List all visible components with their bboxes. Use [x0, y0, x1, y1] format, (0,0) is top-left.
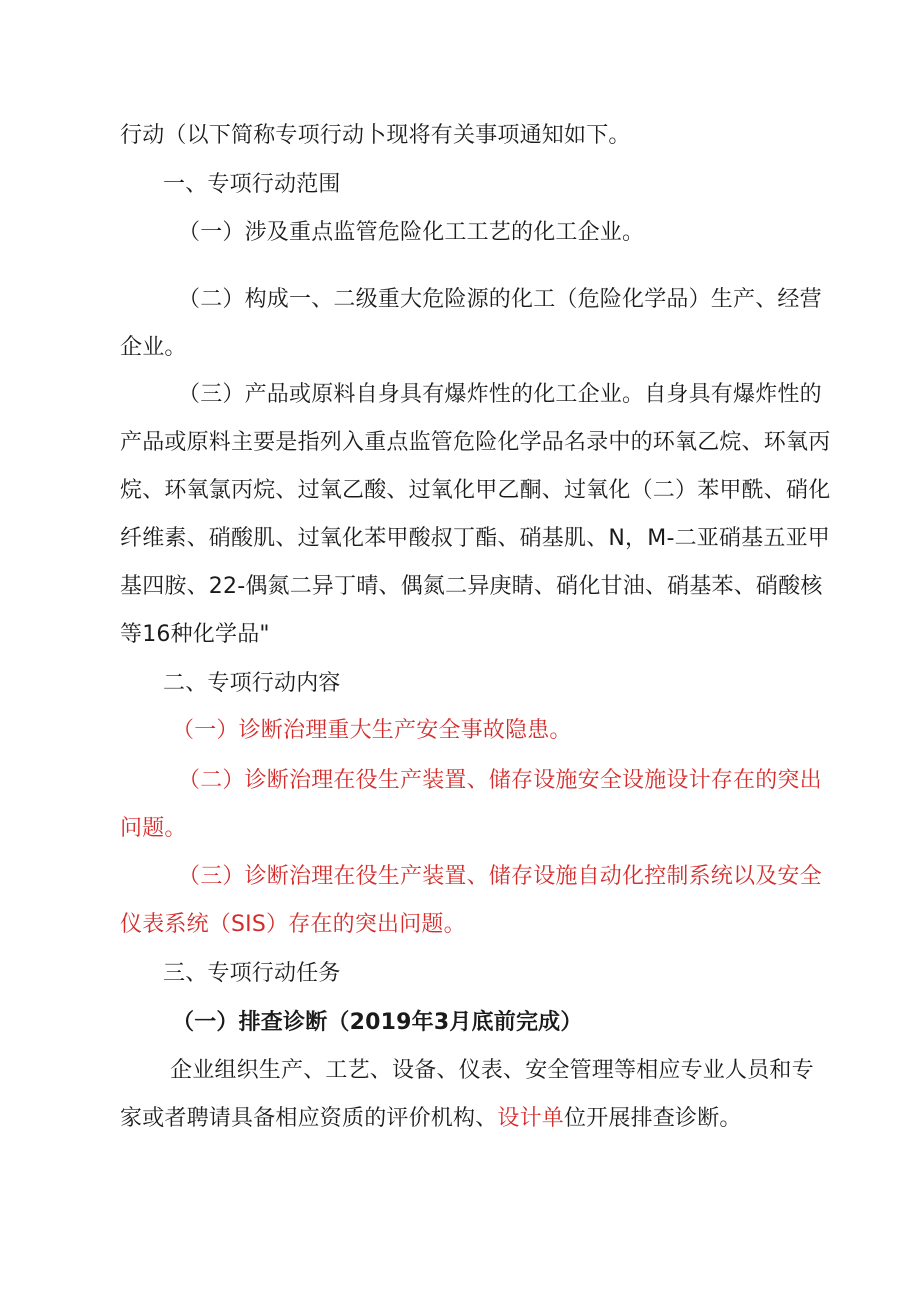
scope-item-3-line-2: 产品或原料主要是指列入重点监管危险化学品名录中的环氧乙烷、环氧丙	[120, 430, 831, 455]
paragraph-intro-line: 行动（以下简称专项行动卜现将有关事项通知如下。	[120, 123, 631, 148]
task-1-text-part-1: 家或者聘请具备相应资质的评价机构、	[120, 1106, 498, 1131]
content-item-3-line-1: （三）诊断治理在役生产装置、储存设施自动化控制系统以及安全	[178, 864, 822, 889]
section-heading-content: 二、专项行动内容	[163, 671, 341, 696]
section-heading-scope: 一、专项行动范围	[163, 172, 341, 197]
scope-item-3-line-4: 纤维素、硝酸肌、过氧化苯甲酸叔丁酯、硝基肌、N，M-二亚硝基五亚甲	[120, 526, 830, 551]
scope-item-3-line-3: 烷、环氧氯丙烷、过氧乙酸、过氧化甲乙酮、过氧化（二）苯甲酰、硝化	[120, 478, 831, 503]
scope-item-2-line-2: 企业。	[120, 335, 187, 360]
scope-item-1: （一）涉及重点监管危险化工工艺的化工企业。	[178, 220, 645, 245]
content-item-1: （一）诊断治理重大生产安全事故隐患。	[172, 718, 572, 743]
design-unit-highlight: 设计单	[497, 1106, 565, 1131]
content-item-2-line-2: 问题。	[120, 816, 187, 841]
task-heading-1: （一）排查诊断（2019年3月底前完成）	[172, 1010, 583, 1035]
scope-item-3-line-5: 基四胺、22-偶氮二异丁晴、偶氮二异庚睛、硝化甘油、硝基苯、硝酸核	[120, 574, 823, 599]
scope-item-3-line-1: （三）产品或原料自身具有爆炸性的化工企业。自身具有爆炸性的	[178, 382, 822, 407]
scope-item-2-line-1: （二）构成一、二级重大危险源的化工（危险化学品）生产、经营	[178, 287, 822, 312]
content-item-2-line-1: （二）诊断治理在役生产装置、储存设施安全设施设计存在的突出	[178, 768, 822, 793]
content-item-3-line-2: 仪表系统（SIS）存在的突出问题。	[120, 912, 466, 937]
task-1-paragraph-line-1: 企业组织生产、工艺、设备、仪表、安全管理等相应专业人员和专	[170, 1058, 814, 1083]
task-1-text-part-2: 位开展排查诊断。	[564, 1106, 742, 1131]
task-1-paragraph-line-2	[120, 1104, 742, 1134]
scope-item-3-line-6: 等16种化学品"	[120, 622, 270, 647]
section-heading-tasks: 三、专项行动任务	[163, 961, 341, 986]
